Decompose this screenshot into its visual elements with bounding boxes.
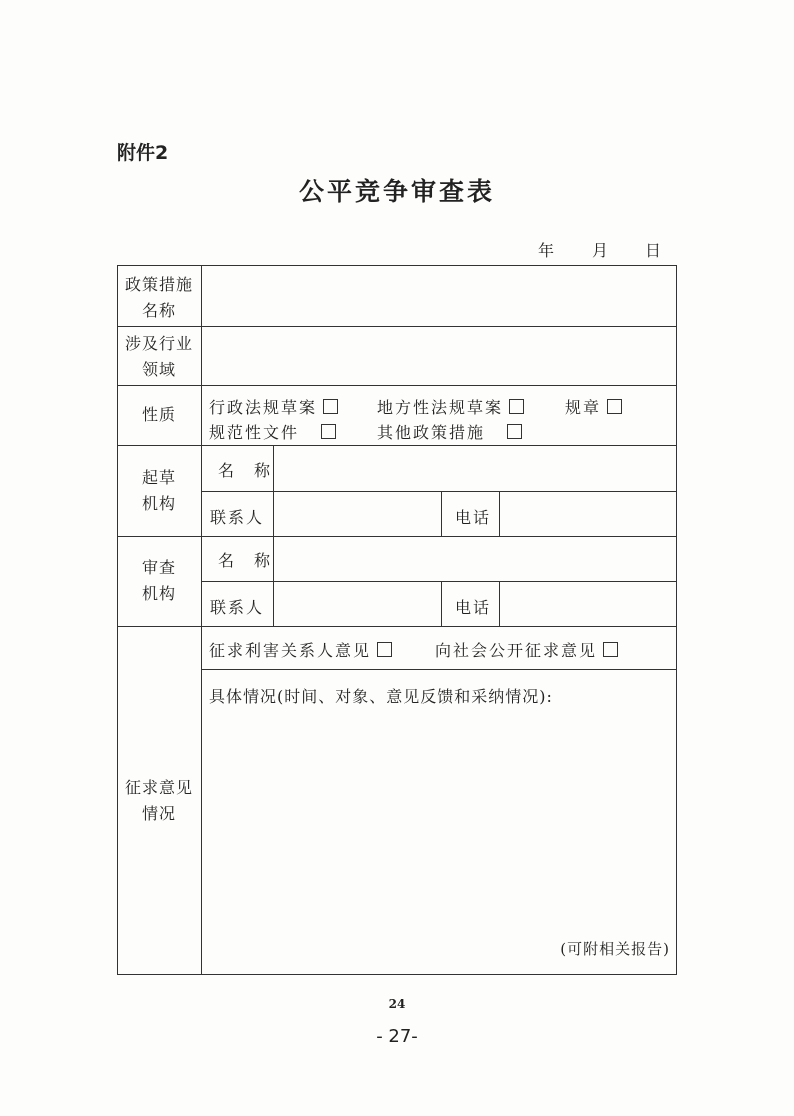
drafting-contact-label: 联系人 bbox=[210, 508, 265, 527]
label-line: 起草 bbox=[141, 468, 176, 487]
checkbox-icon[interactable] bbox=[321, 424, 336, 439]
nature-option-admin-regulation[interactable] bbox=[209, 395, 338, 418]
row-divider bbox=[201, 669, 677, 670]
nature-option-rules[interactable] bbox=[565, 395, 622, 418]
drafting-org-label bbox=[117, 465, 201, 517]
option-label: 向社会公开征求意见 bbox=[435, 641, 598, 660]
column-divider bbox=[201, 265, 202, 975]
review-contact-label: 联系人 bbox=[210, 598, 265, 617]
opinion-details-label: 具体情况(时间、对象、意见反馈和采纳情况): bbox=[209, 687, 553, 706]
outer-page-number: - 27- bbox=[376, 1026, 418, 1047]
attachment-label: 附件2 bbox=[117, 142, 169, 164]
column-divider bbox=[273, 445, 274, 536]
nature-option-normative-document[interactable] bbox=[209, 420, 336, 443]
label-line: 领域 bbox=[141, 360, 176, 379]
date-month-label: 月 bbox=[592, 241, 609, 260]
drafting-name-label: 名 称 bbox=[218, 461, 273, 480]
opinion-label bbox=[117, 775, 201, 827]
checkbox-icon[interactable] bbox=[509, 399, 524, 414]
label-line: 政策措施 bbox=[124, 275, 193, 294]
policy-name-label bbox=[117, 272, 201, 324]
review-name-label: 名 称 bbox=[218, 551, 273, 570]
column-divider bbox=[441, 491, 442, 536]
label-line: 审查 bbox=[141, 558, 176, 577]
column-divider bbox=[441, 581, 442, 626]
inner-page-number: 24 bbox=[388, 997, 406, 1011]
column-divider bbox=[499, 491, 500, 536]
industry-label bbox=[117, 331, 201, 383]
checkbox-icon[interactable] bbox=[507, 424, 522, 439]
label-line: 机构 bbox=[141, 584, 176, 603]
label-line: 名称 bbox=[141, 301, 176, 320]
option-label: 其他政策措施 bbox=[377, 423, 486, 442]
column-divider bbox=[273, 536, 274, 626]
nature-option-local-regulation[interactable] bbox=[377, 395, 524, 418]
checkbox-icon[interactable] bbox=[607, 399, 622, 414]
label-line: 征求意见 bbox=[124, 778, 193, 797]
checkbox-icon[interactable] bbox=[323, 399, 338, 414]
drafting-phone-label: 电话 bbox=[455, 508, 492, 527]
option-label: 行政法规草案 bbox=[209, 398, 318, 417]
option-label: 征求利害关系人意见 bbox=[209, 641, 372, 660]
nature-label: 性质 bbox=[141, 405, 176, 424]
form-title: 公平竞争审查表 bbox=[298, 177, 495, 206]
option-label: 规章 bbox=[565, 398, 602, 417]
date-year-label: 年 bbox=[538, 241, 555, 260]
label-line: 机构 bbox=[141, 494, 176, 513]
column-divider bbox=[499, 581, 500, 626]
checkbox-icon[interactable] bbox=[603, 642, 618, 657]
date-day-label: 日 bbox=[645, 241, 662, 260]
opinion-option-public[interactable] bbox=[435, 638, 618, 661]
option-label: 地方性法规草案 bbox=[377, 398, 504, 417]
label-line: 涉及行业 bbox=[124, 334, 193, 353]
review-phone-label: 电话 bbox=[455, 598, 492, 617]
attach-report-note: (可附相关报告) bbox=[560, 940, 670, 958]
checkbox-icon[interactable] bbox=[377, 642, 392, 657]
nature-option-other-policy[interactable] bbox=[377, 420, 522, 443]
label-line: 情况 bbox=[141, 804, 176, 823]
review-org-label bbox=[117, 555, 201, 607]
opinion-option-stakeholders[interactable] bbox=[209, 638, 392, 661]
option-label: 规范性文件 bbox=[209, 423, 300, 442]
